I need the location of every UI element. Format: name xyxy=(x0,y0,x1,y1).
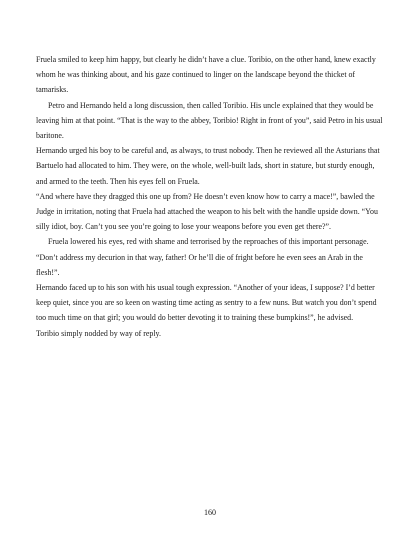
paragraph: “Don’t address my decurion in that way, father! Or he’ll die of fright before he even sees an Arab in the flesh!”. xyxy=(36,252,363,277)
page-number: 160 xyxy=(204,508,216,517)
paragraph: Fruela smiled to keep him happy, but clearly he didn’t have a clue. Toribio, on the other hand, knew exactly whom he was thinking about, and his gaze continued to linger on the landscape beyond the thicket of tamarisks. xyxy=(36,55,376,95)
paragraph: “And where have they dragged this one up from? He doesn’t even know how to carry a mace!”, bawled the Judge in irritation, noting that Fruela had attached the weapon to his belt with the handle upside down. “You silly idiot, boy. Can’t you see you’re going to lose your weapons before you even get there?”. xyxy=(36,191,378,232)
body-text xyxy=(36,52,384,341)
paragraph: Toribio simply nodded by way of reply. xyxy=(36,328,161,338)
paragraph: Fruela lowered his eyes, red with shame and terrorised by the reproaches of this important personage. xyxy=(48,237,369,247)
paragraph: Hernando urged his boy to be careful and, as always, to trust nobody. Then he reviewed all the Asturians that Bartuelo had allocated to him. They were, on the whole, well-built lads, short in stature, but sturdy enough, and armed to the teeth. Then his eyes fell on Fruela. xyxy=(36,146,380,186)
paragraph: Petro and Hernando held a long discussion, then called Toribio. His uncle explained that they would be leaving him at that point. “That is the way to the abbey, Toribio! Right in front of you”, said Petro in his usual baritone. xyxy=(36,100,383,141)
paragraph: Hernando faced up to his son with his usual tough expression. “Another of your ideas, I suppose? I’d better keep quiet, since you are so keen on wasting time acting as sentry to a few nuns. But watch you don’t spend too much time on that girl; you would do better devoting it to training these bumpkins!”, he advised. xyxy=(36,283,377,323)
